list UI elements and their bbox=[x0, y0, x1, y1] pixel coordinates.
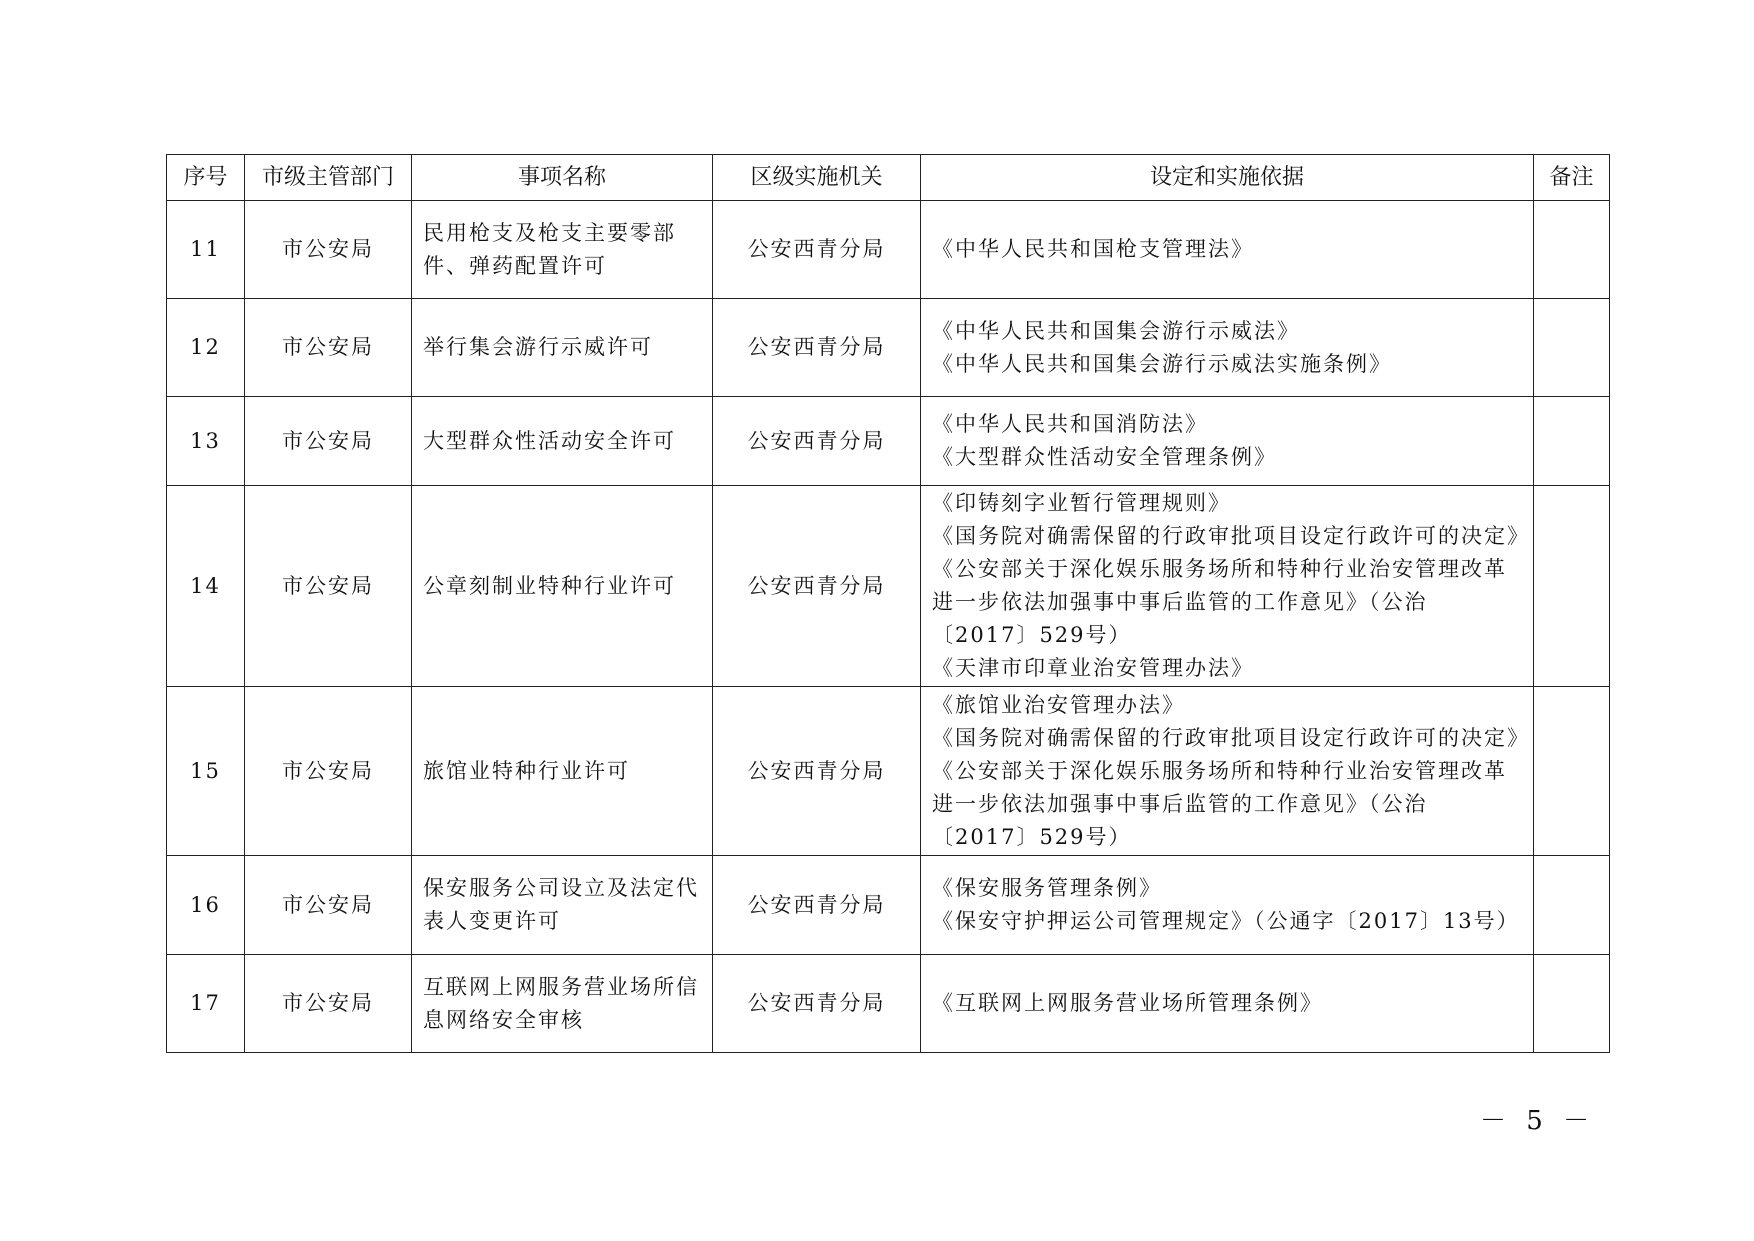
row-item-name: 举行集会游行示威许可 bbox=[412, 299, 713, 397]
basis-line: 《中华人民共和国枪支管理法》 bbox=[932, 237, 1254, 261]
basis-line: 《天津市印章业治安管理办法》 bbox=[932, 656, 1254, 680]
basis-line: 《旅馆业治安管理办法》 bbox=[932, 692, 1185, 717]
row-remarks bbox=[1534, 201, 1610, 299]
row-serial-number: 17 bbox=[167, 955, 245, 1053]
row-remarks bbox=[1534, 955, 1610, 1053]
table-row bbox=[167, 856, 1610, 955]
basis-line: 《中华人民共和国集会游行示威法实施条例》 bbox=[932, 351, 1392, 376]
row-item-name: 保安服务公司设立及法定代表人变更许可 bbox=[412, 856, 713, 955]
header-legal-basis: 设定和实施依据 bbox=[921, 155, 1534, 201]
table-row bbox=[167, 201, 1610, 299]
row-legal-basis bbox=[921, 486, 1534, 687]
row-district-agency: 公安西青分局 bbox=[713, 486, 921, 687]
row-item-name: 大型群众性活动安全许可 bbox=[412, 397, 713, 486]
table-row bbox=[167, 687, 1610, 856]
row-serial-number: 15 bbox=[167, 687, 245, 856]
row-serial-number: 16 bbox=[167, 856, 245, 955]
row-district-agency: 公安西青分局 bbox=[713, 397, 921, 486]
basis-line: 《中华人民共和国集会游行示威法》 bbox=[932, 318, 1300, 343]
basis-line: 《大型群众性活动安全管理条例》 bbox=[932, 445, 1277, 469]
basis-line: 《公安部关于深化娱乐服务场所和特种行业治安管理改革进一步依法加强事中事后监管的工作意见》（公治〔2017〕529号） bbox=[932, 758, 1507, 849]
header-serial-number: 序号 bbox=[167, 155, 245, 201]
row-remarks bbox=[1534, 486, 1610, 687]
table-row bbox=[167, 486, 1610, 687]
row-city-department: 市公安局 bbox=[245, 856, 412, 955]
basis-line: 《中华人民共和国消防法》 bbox=[932, 412, 1208, 436]
permit-table bbox=[166, 154, 1610, 1053]
basis-line: 《保安服务管理条例》 bbox=[932, 876, 1162, 900]
header-city-department: 市级主管部门 bbox=[245, 155, 412, 201]
row-district-agency: 公安西青分局 bbox=[713, 201, 921, 299]
row-remarks bbox=[1534, 299, 1610, 397]
row-item-name: 旅馆业特种行业许可 bbox=[412, 687, 713, 856]
basis-line: 《国务院对确需保留的行政审批项目设定行政许可的决定》 bbox=[932, 725, 1530, 750]
row-legal-basis bbox=[921, 687, 1534, 856]
row-item-name: 互联网上网服务营业场所信息网络安全审核 bbox=[412, 955, 713, 1053]
row-remarks bbox=[1534, 687, 1610, 856]
page-number: － 5 － bbox=[1480, 1106, 1596, 1136]
row-district-agency: 公安西青分局 bbox=[713, 687, 921, 856]
row-city-department: 市公安局 bbox=[245, 397, 412, 486]
header-remarks: 备注 bbox=[1534, 155, 1610, 201]
row-legal-basis bbox=[921, 397, 1534, 486]
row-serial-number: 11 bbox=[167, 201, 245, 299]
row-item-name: 公章刻制业特种行业许可 bbox=[412, 486, 713, 687]
row-district-agency: 公安西青分局 bbox=[713, 955, 921, 1053]
row-remarks bbox=[1534, 397, 1610, 486]
row-item-name: 民用枪支及枪支主要零部件、弹药配置许可 bbox=[412, 201, 713, 299]
row-serial-number: 13 bbox=[167, 397, 245, 486]
row-city-department: 市公安局 bbox=[245, 201, 412, 299]
row-city-department: 市公安局 bbox=[245, 299, 412, 397]
basis-line: 《国务院对确需保留的行政审批项目设定行政许可的决定》 bbox=[932, 524, 1530, 548]
row-serial-number: 12 bbox=[167, 299, 245, 397]
row-remarks bbox=[1534, 856, 1610, 955]
row-district-agency: 公安西青分局 bbox=[713, 856, 921, 955]
row-legal-basis bbox=[921, 299, 1534, 397]
table-row bbox=[167, 299, 1610, 397]
table-header-row bbox=[167, 155, 1610, 201]
table-row bbox=[167, 397, 1610, 486]
basis-line: 《保安守护押运公司管理规定》（公通字〔2017〕13号） bbox=[932, 909, 1520, 933]
basis-line: 《公安部关于深化娱乐服务场所和特种行业治安管理改革进一步依法加强事中事后监管的工作意见》（公治〔2017〕529号） bbox=[932, 557, 1507, 647]
row-district-agency: 公安西青分局 bbox=[713, 299, 921, 397]
row-city-department: 市公安局 bbox=[245, 687, 412, 856]
basis-line: 《印铸刻字业暂行管理规则》 bbox=[932, 491, 1231, 515]
row-city-department: 市公安局 bbox=[245, 486, 412, 687]
row-legal-basis bbox=[921, 955, 1534, 1053]
header-item-name: 事项名称 bbox=[412, 155, 713, 201]
basis-line: 《互联网上网服务营业场所管理条例》 bbox=[932, 991, 1323, 1015]
header-district-agency: 区级实施机关 bbox=[713, 155, 921, 201]
row-legal-basis bbox=[921, 856, 1534, 955]
row-legal-basis bbox=[921, 201, 1534, 299]
row-serial-number: 14 bbox=[167, 486, 245, 687]
table-row bbox=[167, 955, 1610, 1053]
row-city-department: 市公安局 bbox=[245, 955, 412, 1053]
